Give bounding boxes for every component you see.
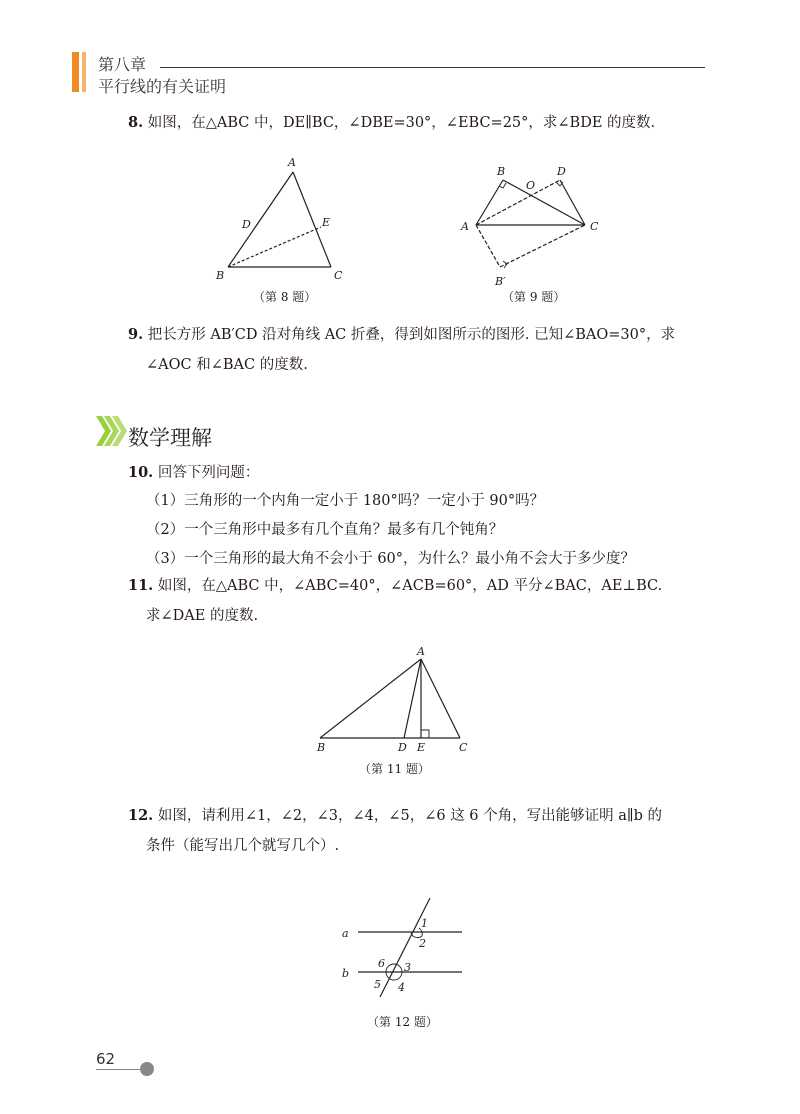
chapter-label: 第八章: [98, 55, 147, 74]
question-10-item-2: （2）一个三角形中最多有几个直角？最多有几个钝角？: [146, 522, 504, 538]
question-10-number: 10.: [128, 464, 154, 481]
fig12-angle-1: 1: [421, 917, 428, 930]
question-9-line2: ∠AOC 和∠BAC 的度数.: [146, 357, 308, 373]
question-12: [128, 806, 662, 826]
question-9: [128, 325, 675, 345]
fig9-label-o: O: [526, 179, 536, 192]
fig12-angle-5: 5: [374, 978, 381, 991]
fig9-label-b: B: [497, 165, 506, 178]
question-10-item-1: （1）三角形的一个内角一定小于 180°吗？一定小于 90°吗？: [146, 493, 545, 509]
fig12-angle-4: 4: [398, 981, 405, 994]
fig12-angle-2: 2: [419, 937, 426, 950]
question-12-line1: 如图，请利用∠1，∠2，∠3，∠4，∠5，∠6 这 6 个角，写出能够证明 a∥b 的: [157, 808, 662, 824]
question-11-number: 11.: [128, 577, 154, 594]
fig11-label-c: C: [459, 741, 468, 754]
figure-9-caption: （第 9 题）: [502, 290, 566, 304]
fig12-label-a: a: [342, 927, 349, 940]
question-9-number: 9.: [128, 326, 144, 343]
page-number: 62: [96, 1050, 116, 1068]
fig8-label-c: C: [334, 269, 343, 282]
question-8-text: 如图，在△ABC 中，DE∥BC，∠DBE=30°，∠EBC=25°，求∠BDE 的度数.: [147, 115, 656, 131]
fig12-angle-3: 3: [404, 961, 411, 974]
question-11-line2: 求∠DAE 的度数.: [146, 608, 259, 624]
fig12-angle-6: 6: [378, 957, 385, 970]
page-number-rule: [96, 1069, 142, 1070]
question-10-text: 回答下列问题：: [157, 465, 260, 481]
fig9-label-d: D: [557, 165, 566, 178]
question-10-item-3: （3）一个三角形的最大角不会小于 60°，为什么？最小角不会大于多少度？: [146, 551, 636, 567]
question-10: [128, 463, 259, 483]
question-8: [128, 113, 655, 133]
chevron-arrows-icon: [96, 414, 128, 448]
fig9-label-c: C: [590, 220, 599, 233]
figure-8: [200, 150, 370, 290]
question-9-line1: 把长方形 AB′CD 沿对角线 AC 折叠，得到如图所示的图形. 已知∠BAO=30°，求: [147, 327, 676, 343]
figure-8-caption: （第 8 题）: [253, 290, 317, 304]
figure-12-caption: （第 12 题）: [367, 1015, 438, 1029]
question-12-line2: 条件（能写出几个就写几个）.: [146, 838, 340, 854]
header-rule: [160, 67, 705, 68]
fig9-label-a: A: [461, 220, 469, 233]
chapter-title: 平行线的有关证明: [98, 77, 227, 96]
figure-9: [450, 155, 610, 290]
question-8-number: 8.: [128, 114, 144, 131]
fig8-label-b: B: [216, 269, 225, 282]
question-11: [128, 576, 662, 596]
fig8-label-e: E: [322, 216, 331, 229]
fig9-label-bprime: B′: [495, 275, 506, 288]
fig8-label-d: D: [242, 218, 251, 231]
section-title: 数学理解: [128, 426, 212, 450]
fig11-label-a: A: [417, 645, 425, 658]
figure-11-caption: （第 11 题）: [359, 762, 430, 776]
fig8-label-a: A: [288, 156, 296, 169]
fig11-label-b: B: [317, 741, 326, 754]
question-11-line1: 如图，在△ABC 中，∠ABC=40°，∠ACB=60°，AD 平分∠BAC，AE⊥BC.: [157, 578, 663, 594]
fig11-label-e: E: [417, 741, 426, 754]
figure-11: [300, 642, 490, 757]
page-number-dot: [140, 1062, 154, 1076]
fig11-label-d: D: [398, 741, 407, 754]
fig12-label-b: b: [342, 967, 350, 980]
figure-12: [330, 895, 480, 1005]
question-12-number: 12.: [128, 807, 154, 824]
